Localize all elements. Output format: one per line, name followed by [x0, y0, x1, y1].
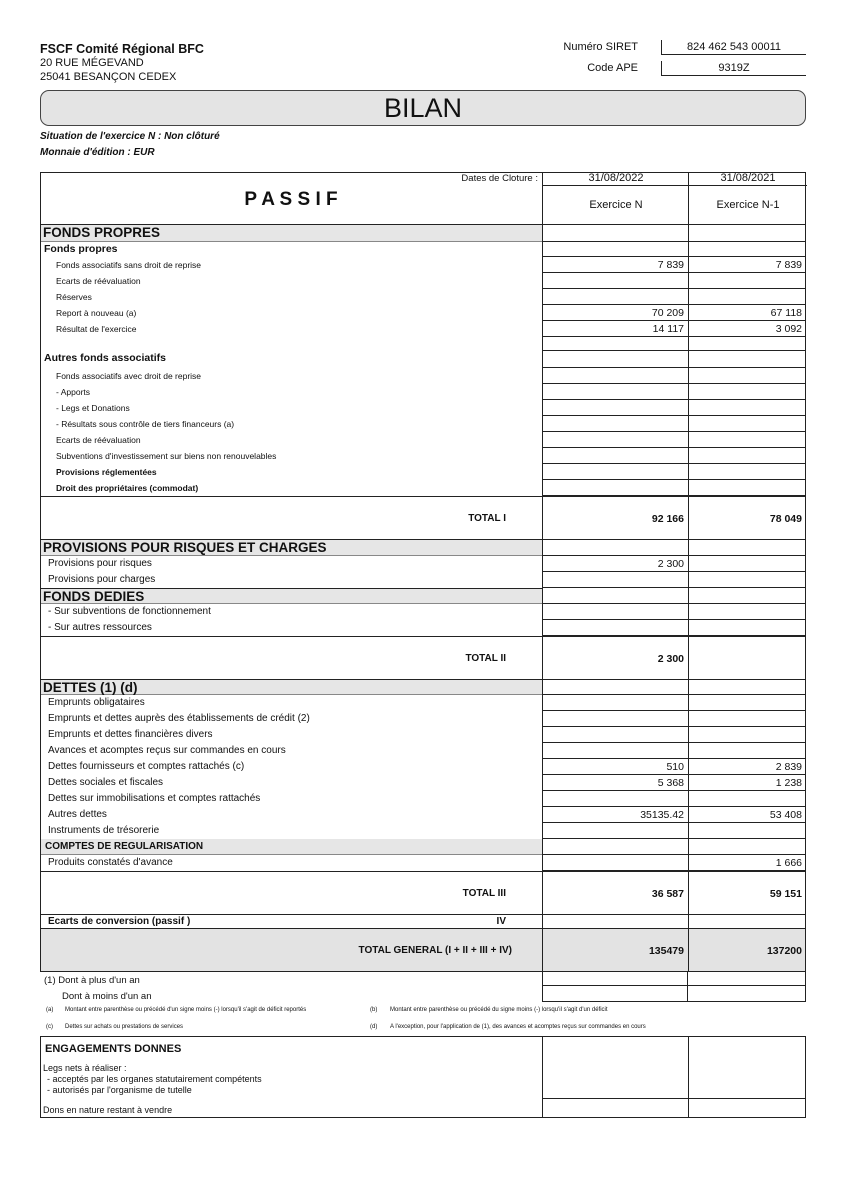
table-row [40, 305, 806, 321]
cell-exercice-n1 [688, 289, 806, 305]
table-row [40, 775, 806, 791]
amount-value: 70 209 [651, 307, 684, 319]
row-label: FONDS PROPRES [43, 225, 161, 240]
table-row [40, 289, 806, 305]
cell-exercice-n1 [688, 572, 806, 588]
row-label-cell [40, 539, 542, 556]
amount-value: 510 [666, 761, 684, 773]
table-row [40, 242, 806, 257]
row-label: Autres fonds associatifs [44, 352, 166, 364]
total-label: TOTAL GENERAL (I + II + III + IV) [358, 945, 512, 956]
situation-text: Situation de l'exercice N : Non clôturé [40, 131, 220, 142]
cell-exercice-n1 [688, 321, 806, 337]
row-label: Fonds associatifs avec droit de reprise [56, 371, 202, 381]
cell-exercice-n1 [688, 588, 806, 604]
cell-exercice-n [542, 823, 688, 839]
table-row [40, 604, 806, 620]
table-row [40, 464, 806, 480]
dons-nature: Dons en nature restant à vendre [43, 1105, 173, 1115]
table-row [40, 273, 806, 289]
table-row [40, 400, 806, 416]
row-label-cell [40, 839, 542, 855]
cell-exercice-n1 [688, 637, 806, 680]
cell-exercice-n [542, 679, 688, 695]
table-row [40, 727, 806, 743]
row-label-cell [40, 556, 542, 572]
table-row [40, 855, 806, 871]
row-label-cell [40, 321, 542, 337]
dont-moins-un-an: Dont à moins d'un an [62, 991, 152, 1002]
row-label-cell [40, 679, 542, 695]
table-row [40, 496, 806, 539]
row-label: - Legs et Donations [56, 403, 130, 413]
dont-plus-cell-n1 [688, 972, 806, 986]
table-row [40, 572, 806, 588]
row-label: Dettes sociales et fiscales [48, 777, 164, 788]
cell-exercice-n [542, 791, 688, 807]
row-label: Subventions d'investissement sur biens non renouvelables [56, 451, 277, 461]
cell-exercice-n1 [688, 257, 806, 273]
row-label-cell [40, 273, 542, 289]
cell-exercice-n [542, 637, 688, 680]
amount-value: 137200 [766, 945, 802, 957]
cell-exercice-n1 [688, 823, 806, 839]
cell-exercice-n1 [688, 384, 806, 400]
cell-exercice-n [542, 464, 688, 480]
cell-exercice-n1 [688, 556, 806, 572]
row-label-cell [40, 743, 542, 759]
row-label: Produits constatés d'avance [48, 857, 173, 868]
row-label: - Sur subventions de fonctionnement [48, 606, 211, 617]
cell-exercice-n1 [688, 775, 806, 791]
row-label: COMPTES DE REGULARISATION [45, 841, 204, 852]
table-row [40, 448, 806, 464]
row-label: Résultat de l'exercice [56, 324, 137, 334]
cell-exercice-n1 [688, 432, 806, 448]
cell-exercice-n [542, 289, 688, 305]
cell-exercice-n1 [688, 727, 806, 743]
cell-exercice-n1 [688, 855, 806, 871]
cell-exercice-n1 [688, 497, 806, 540]
row-label-cell [40, 480, 542, 496]
dont-moins-cell-n1 [688, 986, 806, 1002]
cell-exercice-n1 [688, 368, 806, 384]
cell-exercice-n1 [688, 679, 806, 695]
row-label: Ecarts de réévaluation [56, 276, 141, 286]
row-label-cell [40, 855, 542, 871]
row-label-cell [40, 464, 542, 480]
table-row [40, 416, 806, 432]
cell-exercice-n [542, 448, 688, 464]
note-c: Dettes sur achats ou prestations de services [65, 1024, 184, 1030]
row-label: - Résultats sous contrôle de tiers financeurs (a) [56, 419, 235, 429]
table-row [40, 928, 806, 971]
row-label-cell [40, 368, 542, 384]
cell-exercice-n1 [688, 480, 806, 496]
cell-exercice-n1 [688, 604, 806, 620]
total-label: TOTAL III [462, 888, 506, 899]
cell-exercice-n1 [688, 242, 806, 257]
row-label-cell [40, 257, 542, 273]
row-label: Report à nouveau (a) [56, 308, 137, 318]
row-label-cell [40, 572, 542, 588]
cell-exercice-n [542, 588, 688, 604]
cell-exercice-n [542, 775, 688, 791]
cell-exercice-n1 [688, 620, 806, 636]
dont-moins-cell-n [542, 986, 688, 1002]
cell-exercice-n [542, 273, 688, 289]
table-row [40, 791, 806, 807]
cell-exercice-n [542, 305, 688, 321]
cell-exercice-n1 [688, 416, 806, 432]
cell-exercice-n1 [688, 539, 806, 556]
cell-exercice-n [542, 321, 688, 337]
amount-value: 1 238 [775, 777, 802, 789]
engagements-title: ENGAGEMENTS DONNES [45, 1043, 182, 1055]
dont-plus-un-an: (1) Dont à plus d'un an [44, 975, 140, 986]
amount-value: 3 092 [775, 323, 802, 335]
row-label-cell [40, 351, 542, 368]
row-label: - Apports [56, 387, 91, 397]
cell-exercice-n1 [688, 711, 806, 727]
dont-plus-cell-n [542, 972, 688, 986]
cell-exercice-n [542, 727, 688, 743]
organization-name: FSCF Comité Régional BFC [40, 42, 204, 56]
row-label-cell [40, 604, 542, 620]
cell-exercice-n [542, 604, 688, 620]
table-row [40, 823, 806, 839]
table-row [40, 337, 806, 351]
row-label: Ecarts de réévaluation [56, 435, 141, 445]
cell-exercice-n [542, 257, 688, 273]
note-a-tag: (a) [46, 1007, 54, 1013]
cell-exercice-n [542, 807, 688, 823]
row-label: Avances et acomptes reçus sur commandes en cours [48, 745, 286, 756]
cell-exercice-n [542, 480, 688, 496]
date-n: 31/08/2022 [543, 172, 689, 186]
row-label: Emprunts obligataires [48, 697, 145, 708]
roman-numeral: IV [496, 916, 506, 927]
row-label: Instruments de trésorerie [48, 825, 160, 836]
cell-exercice-n [542, 497, 688, 540]
cell-exercice-n [542, 695, 688, 711]
amount-value: 35135.42 [640, 809, 684, 821]
row-label-cell [40, 384, 542, 400]
engagements-cell-n [542, 1037, 688, 1099]
amount-value: 36 587 [651, 888, 684, 900]
row-label-cell [40, 791, 542, 807]
table-row [40, 807, 806, 823]
total-label: TOTAL II [465, 653, 506, 664]
row-label-cell [40, 242, 542, 257]
cell-exercice-n [542, 759, 688, 775]
table-row [40, 257, 806, 273]
ape-label: Code APE [587, 62, 638, 74]
row-label: Provisions pour risques [48, 558, 152, 569]
table-row [40, 871, 806, 914]
cell-exercice-n [542, 915, 688, 929]
amount-value: 59 151 [769, 888, 802, 900]
cell-exercice-n [542, 929, 688, 972]
row-label: Ecarts de conversion (passif ) [48, 916, 191, 927]
siret-value: 824 462 543 00011 [661, 40, 806, 55]
engagements-cell-n1 [688, 1037, 806, 1099]
date-n1: 31/08/2021 [689, 172, 807, 186]
cell-exercice-n1 [688, 791, 806, 807]
address-line-1: 20 RUE MÉGEVAND [40, 57, 144, 69]
siret-label: Numéro SIRET [563, 41, 638, 53]
row-label: Fonds associatifs sans droit de reprise [56, 260, 202, 270]
amount-value: 5 368 [657, 777, 684, 789]
cell-exercice-n1 [688, 225, 806, 242]
exercice-n1: Exercice N-1 [716, 199, 780, 211]
cell-exercice-n [542, 743, 688, 759]
cell-exercice-n1 [688, 337, 806, 351]
cell-exercice-n [542, 432, 688, 448]
row-label-cell [40, 588, 542, 604]
cell-exercice-n [542, 539, 688, 556]
amount-value: 2 300 [657, 558, 684, 570]
amount-value: 2 839 [775, 761, 802, 773]
legs-label: Legs nets à réaliser : [43, 1063, 127, 1073]
row-label-cell [40, 915, 542, 929]
cell-exercice-n1 [688, 448, 806, 464]
row-label-cell [40, 727, 542, 743]
cell-exercice-n [542, 855, 688, 871]
cell-exercice-n1 [688, 351, 806, 368]
row-label: Dettes fournisseurs et comptes rattachés (c) [48, 761, 245, 772]
cell-exercice-n [542, 872, 688, 915]
cell-exercice-n1 [688, 305, 806, 321]
amount-value: 92 166 [651, 513, 684, 525]
amount-value: 1 666 [775, 857, 802, 869]
row-label-cell [40, 448, 542, 464]
row-label: FONDS DEDIES [43, 589, 145, 604]
row-label-cell [40, 711, 542, 727]
engagements-box [40, 1036, 806, 1118]
row-label-cell [40, 695, 542, 711]
row-label: Droit des propriétaires (commodat) [56, 483, 199, 493]
amount-value: 14 117 [652, 323, 684, 335]
exercice-n: Exercice N [589, 199, 643, 211]
row-label: Réserves [56, 292, 92, 302]
row-label-cell [40, 775, 542, 791]
row-label-cell [40, 807, 542, 823]
amount-value: 7 839 [657, 259, 684, 271]
table-row [40, 432, 806, 448]
note-b: Montant entre parenthèse ou précédé du signe moins (-) lorsqu'il s'agit d'un déficit [390, 1007, 608, 1013]
cell-exercice-n1 [688, 759, 806, 775]
table-row [40, 384, 806, 400]
cell-exercice-n1 [688, 743, 806, 759]
dons-cell-n1 [688, 1099, 806, 1117]
dons-cell-n [542, 1099, 688, 1117]
cell-exercice-n [542, 225, 688, 242]
cell-exercice-n1 [688, 273, 806, 289]
row-label-cell [40, 400, 542, 416]
note-d-tag: (d) [370, 1024, 378, 1030]
legs-authorized: - autorisés par l'organisme de tutelle [47, 1085, 192, 1095]
cell-exercice-n [542, 839, 688, 855]
row-label: DETTES (1) (d) [43, 680, 138, 695]
address-line-2: 25041 BESANÇON CEDEX [40, 71, 177, 83]
page-title: BILAN [40, 90, 806, 126]
row-label: Emprunts et dettes financières divers [48, 729, 213, 740]
cell-exercice-n1 [688, 915, 806, 929]
cell-exercice-n [542, 711, 688, 727]
cell-exercice-n [542, 400, 688, 416]
row-label-cell [40, 305, 542, 321]
table-row [40, 636, 806, 679]
row-label: PROVISIONS POUR RISQUES ET CHARGES [43, 540, 327, 555]
table-row [40, 539, 806, 556]
amount-value: 78 049 [769, 513, 802, 525]
cell-exercice-n [542, 337, 688, 351]
cell-exercice-n [542, 416, 688, 432]
footer [40, 972, 806, 1118]
legs-accepted: - acceptés par les organes statutairement compétents [47, 1074, 262, 1084]
table-row [40, 225, 806, 242]
table-row [40, 695, 806, 711]
row-label-cell [40, 759, 542, 775]
row-label-cell [40, 432, 542, 448]
cell-exercice-n1 [688, 929, 806, 972]
table-row [40, 480, 806, 496]
row-label-cell [40, 337, 542, 351]
row-label-cell [40, 225, 542, 242]
ape-value: 9319Z [661, 61, 806, 76]
amount-value: 67 118 [770, 307, 802, 319]
row-label: Provisions pour charges [48, 574, 156, 585]
row-label: Dettes sur immobilisations et comptes rattachés [48, 793, 261, 804]
row-label-cell [40, 497, 542, 540]
cell-exercice-n1 [688, 807, 806, 823]
row-label-cell [40, 620, 542, 636]
cell-exercice-n [542, 351, 688, 368]
table-row [40, 679, 806, 695]
row-label: Fonds propres [44, 243, 118, 255]
table-row [40, 321, 806, 337]
monnaie-text: Monnaie d'édition : EUR [40, 147, 155, 158]
row-label: Emprunts et dettes auprès des établissements de crédit (2) [48, 713, 310, 724]
table-row [40, 368, 806, 384]
total-label: TOTAL I [468, 513, 506, 524]
cell-exercice-n1 [688, 695, 806, 711]
table-row [40, 351, 806, 368]
table-row [40, 588, 806, 604]
row-label-cell [40, 872, 542, 915]
table-row [40, 743, 806, 759]
note-d: A l'exception, pour l'application de (1), des avances et acomptes reçus sur commandes en cours [390, 1024, 646, 1030]
table-header [40, 172, 806, 225]
cell-exercice-n1 [688, 464, 806, 480]
row-label-cell [40, 289, 542, 305]
table-row [40, 620, 806, 636]
cell-exercice-n1 [688, 872, 806, 915]
amount-value: 53 408 [769, 809, 802, 821]
amount-value: 2 300 [657, 653, 684, 665]
table-row [40, 839, 806, 855]
table-row [40, 711, 806, 727]
note-c-tag: (c) [46, 1024, 53, 1030]
cell-exercice-n [542, 384, 688, 400]
cell-exercice-n [542, 556, 688, 572]
amount-value: 7 839 [775, 259, 802, 271]
cell-exercice-n1 [688, 400, 806, 416]
row-label-cell [40, 637, 542, 680]
cell-exercice-n [542, 242, 688, 257]
cell-exercice-n [542, 572, 688, 588]
amount-value: 135479 [648, 945, 684, 957]
row-label-cell [40, 929, 542, 972]
cell-exercice-n1 [688, 839, 806, 855]
dates-label: Dates de Cloture : [461, 173, 538, 184]
cell-exercice-n [542, 368, 688, 384]
table-row [40, 914, 806, 928]
cell-exercice-n [542, 620, 688, 636]
passif-heading: P A S S I F [244, 189, 338, 210]
row-label-cell [40, 416, 542, 432]
note-b-tag: (b) [370, 1007, 378, 1013]
row-label: - Sur autres ressources [48, 622, 152, 633]
row-label: Autres dettes [48, 809, 107, 820]
row-label: Provisions réglementées [56, 467, 157, 477]
note-a: Montant entre parenthèse ou précédé d'un signe moins (-) lorsqu'il s'agit de déficit reportés [65, 1007, 307, 1013]
table-row [40, 556, 806, 572]
table-row [40, 759, 806, 775]
row-label-cell [40, 823, 542, 839]
